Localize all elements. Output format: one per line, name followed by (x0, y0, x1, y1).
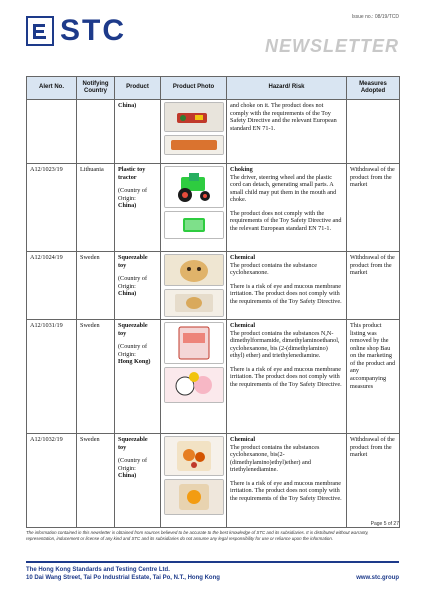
hazard-cell (227, 434, 347, 528)
stc-logo-mark-icon (26, 16, 54, 46)
table-row (27, 164, 400, 252)
notifying-country: Sweden (77, 252, 115, 320)
product-photo-cell (161, 100, 227, 164)
tractor-photo-image (164, 166, 224, 208)
product-name: Squeezable toy (118, 254, 148, 269)
product-photo-cell (161, 252, 227, 320)
measures-adopted: Withdrawal of the product from the market (347, 434, 400, 528)
header-notifying-country: Notifying Country (77, 77, 115, 100)
header-alert-no: Alert No. (27, 77, 77, 100)
squeezable-toy-photo-image (164, 322, 224, 364)
product-photo-cell (161, 164, 227, 252)
origin-label: (Country of Origin: (118, 275, 148, 290)
hazard-cell (227, 164, 347, 252)
origin-label: (Country of Origin: (118, 457, 148, 472)
product-name: Squeezable toy (118, 436, 148, 451)
measures-adopted: Withdrawal of the product from the market (347, 252, 400, 320)
alert-no: A12/1023/19 (27, 164, 77, 252)
measures-adopted: This product listing was removed by the online shop Bau on the marketing of the product and any accompanying measures (347, 320, 400, 434)
hazard-text: The product contains the substances cyclohexanone, bis(2-(dimethylamino)ethyl)ether) and triethylenediamine. (230, 443, 320, 474)
origin-country: China) (118, 202, 137, 210)
table-header-row (27, 77, 400, 100)
product-cell (115, 252, 161, 320)
product-photo-cell (161, 320, 227, 434)
notifying-country: Sweden (77, 434, 115, 528)
header-measures-adopted: Measures Adopted (347, 77, 400, 100)
hazard-text: The driver, steering wheel and the plastic cord can detach, generating small parts. A small child may put them in the mouth and choke. (230, 173, 337, 204)
hazard-cell (227, 252, 347, 320)
logo-text: STC (60, 14, 126, 47)
measures-adopted: Withdrawal of the product from the market (347, 164, 400, 252)
company-address: 10 Dai Wang Street, Tai Po Industrial Estate, Tai Po, N.T., Hong Kong (26, 575, 220, 582)
squeezable-toy-photo-image (164, 289, 224, 317)
product-name: China) (118, 102, 137, 109)
hazard-compliance-text: There is a risk of eye and mucous membrane irritation. The product does not comply with the requirements of the Toy Safety Directive. (230, 365, 342, 388)
page-number: Page 5 of 27 (370, 521, 399, 527)
product-cell (115, 434, 161, 528)
hazard-compliance-text: The product does not comply with the requirements of the Toy Safety Directive and the relevant European standard EN 71-1. (230, 209, 342, 232)
notifying-country (77, 100, 115, 164)
hazard-compliance-text: There is a risk of eye and mucous membrane irritation. The product does not comply with the requirements of the Toy Safety Directive. (230, 282, 342, 305)
hazard-title: Chemical (230, 254, 256, 261)
hazard-title: Chemical (230, 322, 256, 329)
squeezable-toy-photo-image (164, 254, 224, 286)
product-photo-image (164, 135, 224, 155)
footer-divider (26, 561, 399, 563)
stc-logo (26, 16, 126, 46)
alert-no (27, 100, 77, 164)
product-name: Squeezable toy (118, 322, 148, 337)
product-cell (115, 164, 161, 252)
squeezable-toy-photo-image (164, 367, 224, 403)
recall-table (26, 76, 400, 528)
notifying-country: Lithuania (77, 164, 115, 252)
product-cell (115, 320, 161, 434)
header-product: Product (115, 77, 161, 100)
alert-no: A12/1024/19 (27, 252, 77, 320)
hazard-text: The product contains the substances N,N-dimethylformamide, dimethylaminoethanol, cyclohexanone, bis (2-(dimethylamino) ethyl) ether) and triethylenediamine. (230, 329, 340, 360)
table-row (27, 252, 400, 320)
hazard-cell (227, 100, 347, 164)
product-photo-image (164, 102, 224, 132)
hazard-title: Choking (230, 166, 253, 173)
measures-adopted (347, 100, 400, 164)
origin-label: (Country of Origin: (118, 343, 148, 358)
header-product-photo: Product Photo (161, 77, 227, 100)
hazard-compliance-text: There is a risk of eye and mucous membrane irritation. The product does not comply with the requirements of the Toy Safety Directive. (230, 479, 342, 502)
website-link[interactable]: www.stc.group (356, 575, 399, 581)
hazard-cell (227, 320, 347, 434)
product-photo-cell (161, 434, 227, 528)
hazard-title: Chemical (230, 436, 256, 443)
newsletter-title: NEWSLETTER (265, 36, 399, 56)
squeezable-toy-photo-image (164, 436, 224, 476)
company-info (26, 566, 220, 582)
header-hazard-risk: Hazard/ Risk (227, 77, 347, 100)
hazard-text: and choke on it. The product does not comply with the requirements of the Toy Safety Directive and the relevant European standard EN 71-1. (230, 102, 337, 132)
product-cell (115, 100, 161, 164)
notifying-country: Sweden (77, 320, 115, 434)
company-name: The Hong Kong Standards and Testing Centre Ltd. (26, 567, 170, 573)
table-row (27, 320, 400, 434)
tractor-photo-image (164, 211, 224, 239)
disclaimer: The information contained in this newsletter is obtained from sources believed to be accurate to the best knowledge of STC and its subsidiaries. It is distributed without warranty, representation, inducement or license of any kind and STC and its subsidiaries do not assume any legal responsibility for use or reliance upon the information. (26, 530, 369, 541)
origin-country: Hong Kong) (118, 358, 151, 366)
hazard-text: The product contains the substance cyclohexanone. (230, 261, 317, 277)
origin-country: China) (118, 290, 137, 298)
table-row (27, 100, 400, 164)
alert-no: A12/1032/19 (27, 434, 77, 528)
origin-label: (Country of Origin: (118, 187, 148, 202)
issue-number: Issue no.: 08/19/TCD (351, 14, 399, 20)
product-name: Plastic toy tractor (118, 166, 146, 181)
origin-country: China) (118, 472, 137, 480)
squeezable-toy-photo-image (164, 479, 224, 515)
table-row (27, 434, 400, 528)
alert-no: A12/1031/19 (27, 320, 77, 434)
